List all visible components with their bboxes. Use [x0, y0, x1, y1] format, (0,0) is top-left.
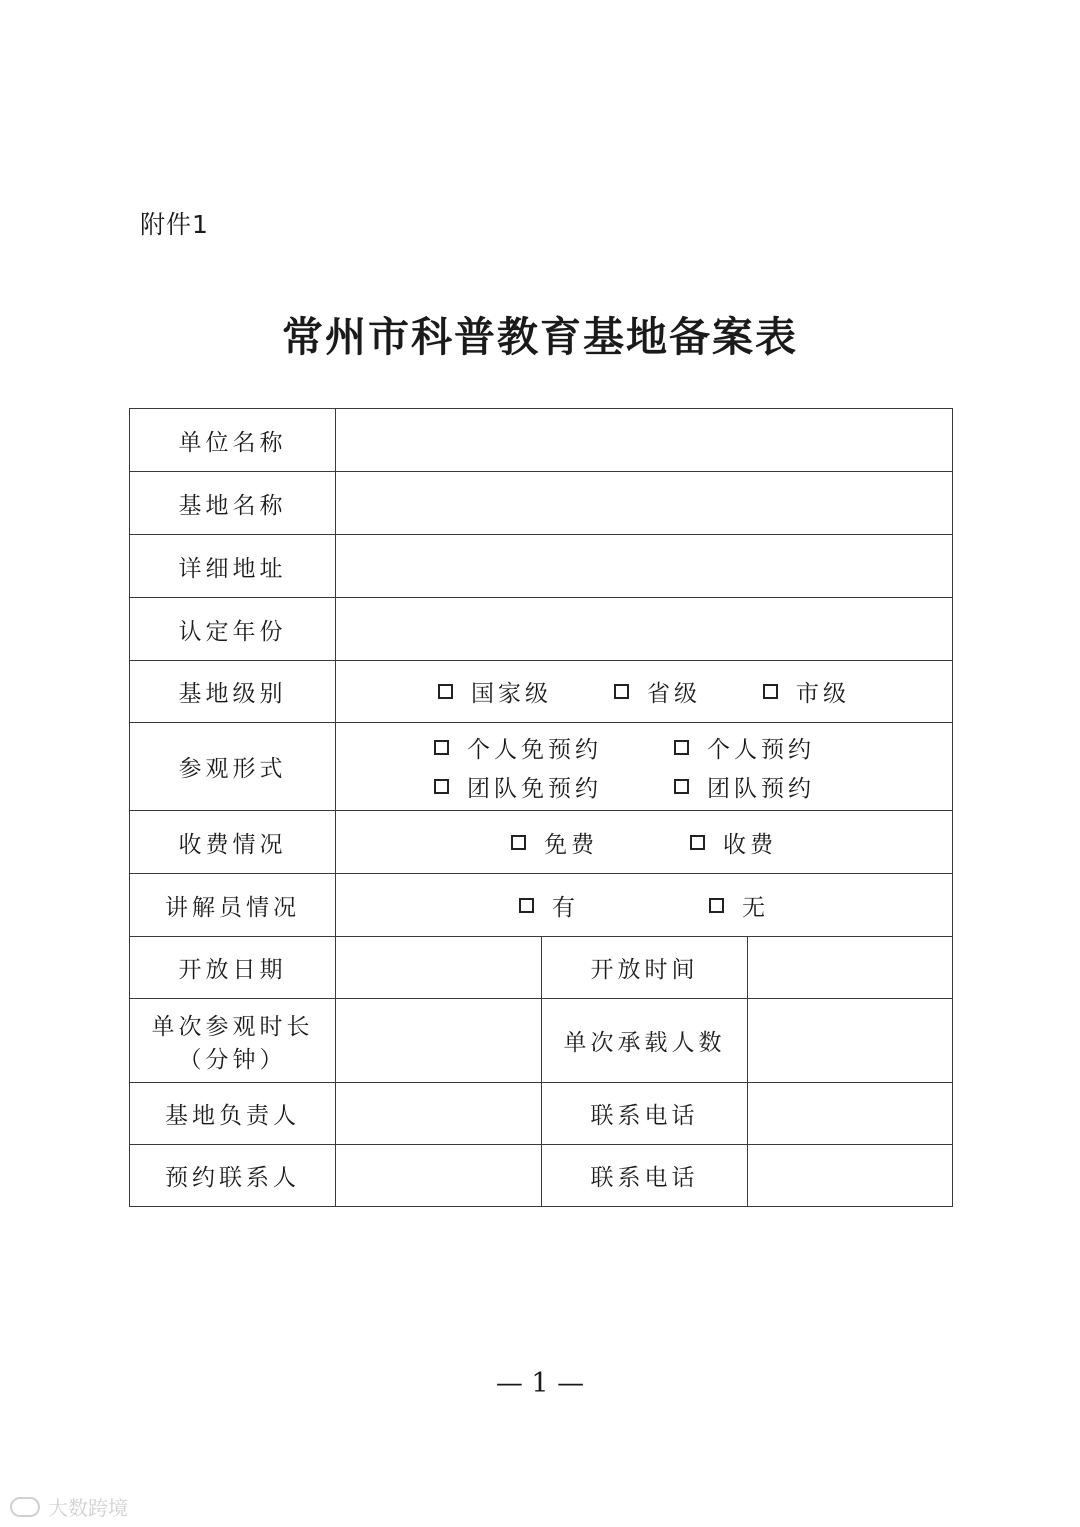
fee-charged-option[interactable]: 收费 [690, 826, 777, 859]
address-label: 详细地址 [130, 535, 336, 598]
booking-phone-label: 联系电话 [542, 1145, 748, 1207]
open-time-field[interactable] [748, 937, 953, 999]
open-date-label: 开放日期 [130, 937, 336, 999]
checkbox[interactable] [519, 898, 534, 913]
checkbox[interactable] [674, 779, 689, 794]
duration-field[interactable] [336, 999, 542, 1083]
base-level-label: 基地级别 [130, 661, 336, 723]
checkbox[interactable] [674, 740, 689, 755]
checkbox[interactable] [763, 684, 778, 699]
checkbox[interactable] [709, 898, 724, 913]
watermark: 大数跨境 [10, 1492, 128, 1521]
unit-name-label: 单位名称 [130, 409, 336, 472]
guide-no-option[interactable]: 无 [709, 889, 769, 922]
unit-name-field[interactable] [336, 409, 953, 472]
visit-group-booking-option[interactable]: 团队预约 [674, 770, 854, 803]
capacity-field[interactable] [748, 999, 953, 1083]
visit-group-free-option[interactable]: 团队免预约 [434, 770, 674, 803]
guide-options [336, 874, 953, 937]
guide-yes-option[interactable]: 有 [519, 889, 579, 922]
cert-year-label: 认定年份 [130, 598, 336, 661]
checkbox[interactable] [438, 684, 453, 699]
manager-label: 基地负责人 [130, 1083, 336, 1145]
booking-contact-field[interactable] [336, 1145, 542, 1207]
booking-contact-label: 预约联系人 [130, 1145, 336, 1207]
manager-field[interactable] [336, 1083, 542, 1145]
capacity-label: 单次承载人数 [542, 999, 748, 1083]
checkbox[interactable] [511, 835, 526, 850]
fee-options [336, 811, 953, 874]
manager-phone-label: 联系电话 [542, 1083, 748, 1145]
watermark-logo-icon [10, 1497, 40, 1517]
fee-free-option[interactable]: 免费 [511, 826, 598, 859]
checkbox[interactable] [614, 684, 629, 699]
manager-phone-field[interactable] [748, 1083, 953, 1145]
registration-form-table [129, 408, 953, 1207]
attachment-label: 附件1 [140, 210, 209, 239]
visit-individual-free-option[interactable]: 个人免预约 [434, 731, 674, 764]
checkbox[interactable] [434, 740, 449, 755]
base-name-label: 基地名称 [130, 472, 336, 535]
form-title: 常州市科普教育基地备案表 [282, 313, 798, 361]
cert-year-field[interactable] [336, 598, 953, 661]
duration-label: 单次参观时长 （分钟） [130, 999, 336, 1083]
fee-label: 收费情况 [130, 811, 336, 874]
address-field[interactable] [336, 535, 953, 598]
base-name-field[interactable] [336, 472, 953, 535]
open-date-field[interactable] [336, 937, 542, 999]
booking-phone-field[interactable] [748, 1145, 953, 1207]
level-national-option[interactable]: 国家级 [438, 675, 552, 708]
page-number: — 1 — [495, 1368, 585, 1399]
visit-individual-booking-option[interactable]: 个人预约 [674, 731, 854, 764]
level-province-option[interactable]: 省级 [614, 675, 701, 708]
checkbox[interactable] [434, 779, 449, 794]
open-time-label: 开放时间 [542, 937, 748, 999]
level-city-option[interactable]: 市级 [763, 675, 850, 708]
visit-form-label: 参观形式 [130, 723, 336, 811]
checkbox[interactable] [690, 835, 705, 850]
visit-form-options [336, 723, 953, 811]
base-level-options [336, 661, 953, 723]
guide-label: 讲解员情况 [130, 874, 336, 937]
